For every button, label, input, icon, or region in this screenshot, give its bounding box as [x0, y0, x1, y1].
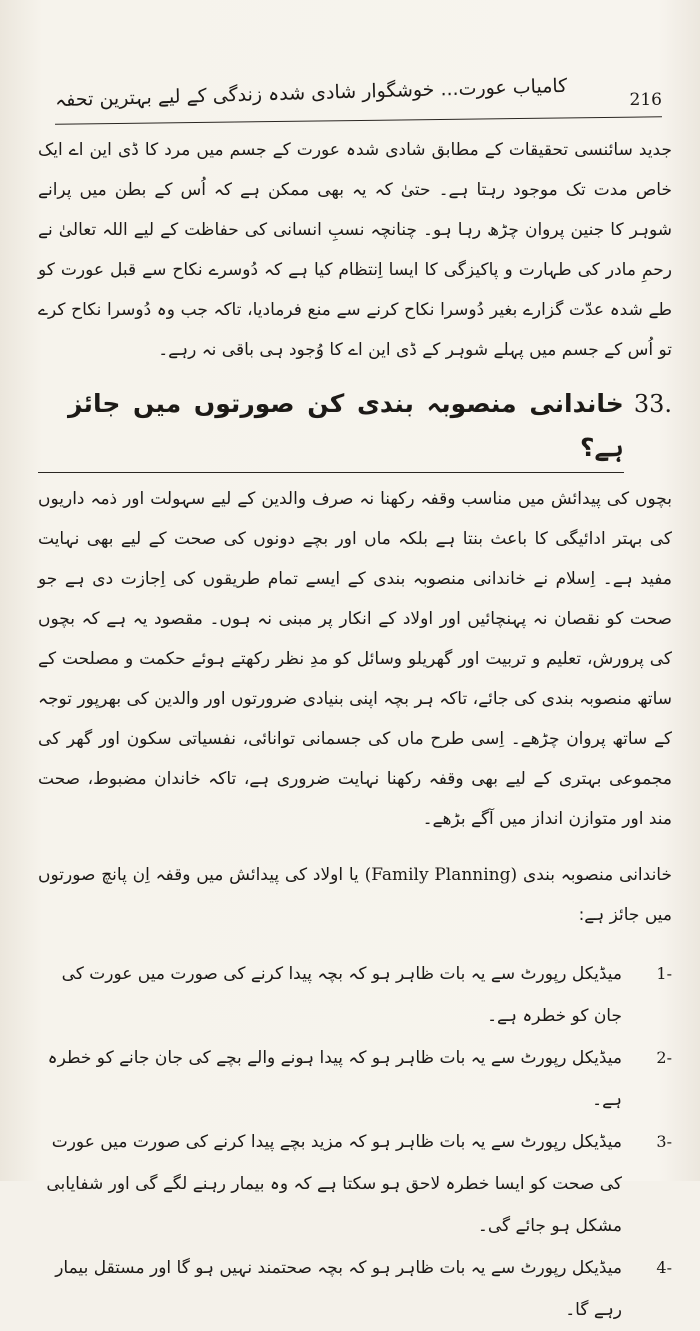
intro-paragraph: جدید سائنسی تحقیقات کے مطابق شادی شدہ عورت کے جسم میں مرد کا ڈی این اے ایک خاص مدت تک موجود رہتا ہے۔ حتیٰ کہ یہ بھی ممکن ہے کہ اُس کے بطن میں پرانے شوہر کا جنین پروان چڑھ رہا ہو۔ چنانچہ نسبِ انسانی کی حفاظت کے لیے اللہ تعالیٰ نے رحمِ مادر کی طہارت و پاکیزگی کا ایسا اِنتظام کیا ہے کہ دُوسرے نکاح سے قبل عورت کو طے شدہ عدّت گزارے بغیر دُوسرا نکاح کرنے سے منع فرمادیا، تاکہ جب وہ دُوسرا نکاح کرے تو اُس کے جسم میں پہلے شوہر کے ڈی این اے کا وُجود ہی باقی نہ رہے۔: [38, 140, 672, 360]
conditions-intro-start: خاندانی منصوبہ بندی: [522, 865, 672, 885]
page-number: 216: [629, 90, 662, 110]
section-paragraph: بچوں کی پیدائش میں مناسب وقفہ رکھنا نہ صرف والدین کے لیے سہولت اور ذمہ داریوں کی بہتر ادائیگی کا باعث بنتا ہے بلکہ ماں اور بچے دونوں کی صحت کے لیے بھی نہایت مفید ہے۔ اِسلام نے خاندانی منصوبہ بندی کے ایسے تمام طریقوں کی اِجازت دی ہے جو صحت کو نقصان نہ پہنچائیں اور اولاد کے انکار پر مبنی نہ ہوں۔ مقصود یہ ہے کہ بچوں کی پرورش، تعلیم و تربیت اور گھریلو وسائل کو مدِ نظر رکھتے ہوئے حکمت و مصلحت کے ساتھ منصوبہ بندی کی جائے، تاکہ ہر بچہ اپنی بنیادی ضرورتوں اور والدین کی بھرپور توجہ کے ساتھ پروان چڑھے۔ اِسی طرح ماں کی جسمانی توانائی، نفسیاتی سکون اور گھر کی مجموعی بہتری کے لیے بھی وقفہ رکھنا نہایت ضروری ہے، تاکہ خاندان مضبوط، صحت مند اور متوازن انداز میں آگے بڑھے۔: [38, 489, 672, 829]
running-header: [54, 74, 662, 126]
conditions-list: [38, 953, 672, 1331]
page-body: [38, 130, 672, 1320]
section-heading: [38, 382, 672, 473]
conditions-intro: [38, 855, 672, 935]
list-item: [38, 1121, 672, 1247]
section-title: خاندانی منصوبہ بندی کن صورتوں میں جائز ہے؟: [38, 382, 624, 473]
list-item-text: میڈیکل رپورٹ سے یہ بات ظاہر ہو کہ بچہ پیدا کرنے کی صورت میں عورت کی جان کو خطرہ ہے۔: [61, 964, 622, 1026]
running-title: کامیاب عورت... خوشگوار شادی شدہ زندگی کے لیے بہترین تحفہ: [54, 74, 568, 112]
list-item-marker: 2-: [656, 1048, 672, 1067]
conditions-intro-latin: (Family Planning): [364, 865, 518, 885]
list-item-marker: 1-: [656, 964, 672, 983]
list-item-marker: 3-: [656, 1132, 672, 1151]
list-item-marker: 4-: [656, 1258, 672, 1277]
header-rule: [55, 116, 662, 124]
list-item: [38, 953, 672, 1037]
conditions-intro-end: یا اولاد کی پیدائش میں وقفہ اِن پانچ صورتوں میں جائز ہے:: [38, 865, 672, 925]
list-item-text: میڈیکل رپورٹ سے یہ بات ظاہر ہو کہ بچہ صحتمند نہیں ہو گا اور مستقل بیمار رہے گا۔: [55, 1258, 622, 1320]
list-item-text: میڈیکل رپورٹ سے یہ بات ظاہر ہو کہ پیدا ہونے والے بچے کی جان جانے کو خطرہ ہے۔: [47, 1048, 622, 1110]
list-item: [38, 1247, 672, 1331]
list-item-text: میڈیکل رپورٹ سے یہ بات ظاہر ہو کہ مزید بچے پیدا کرنے کی صورت میں عورت کی صحت کو ایسا خطرہ لاحق ہو سکتا ہے کہ وہ بیمار رہنے لگے گی اور شفایابی مشکل ہو جائے گی۔: [46, 1132, 622, 1236]
section-number: 33.: [633, 390, 672, 418]
list-item: [38, 1037, 672, 1121]
